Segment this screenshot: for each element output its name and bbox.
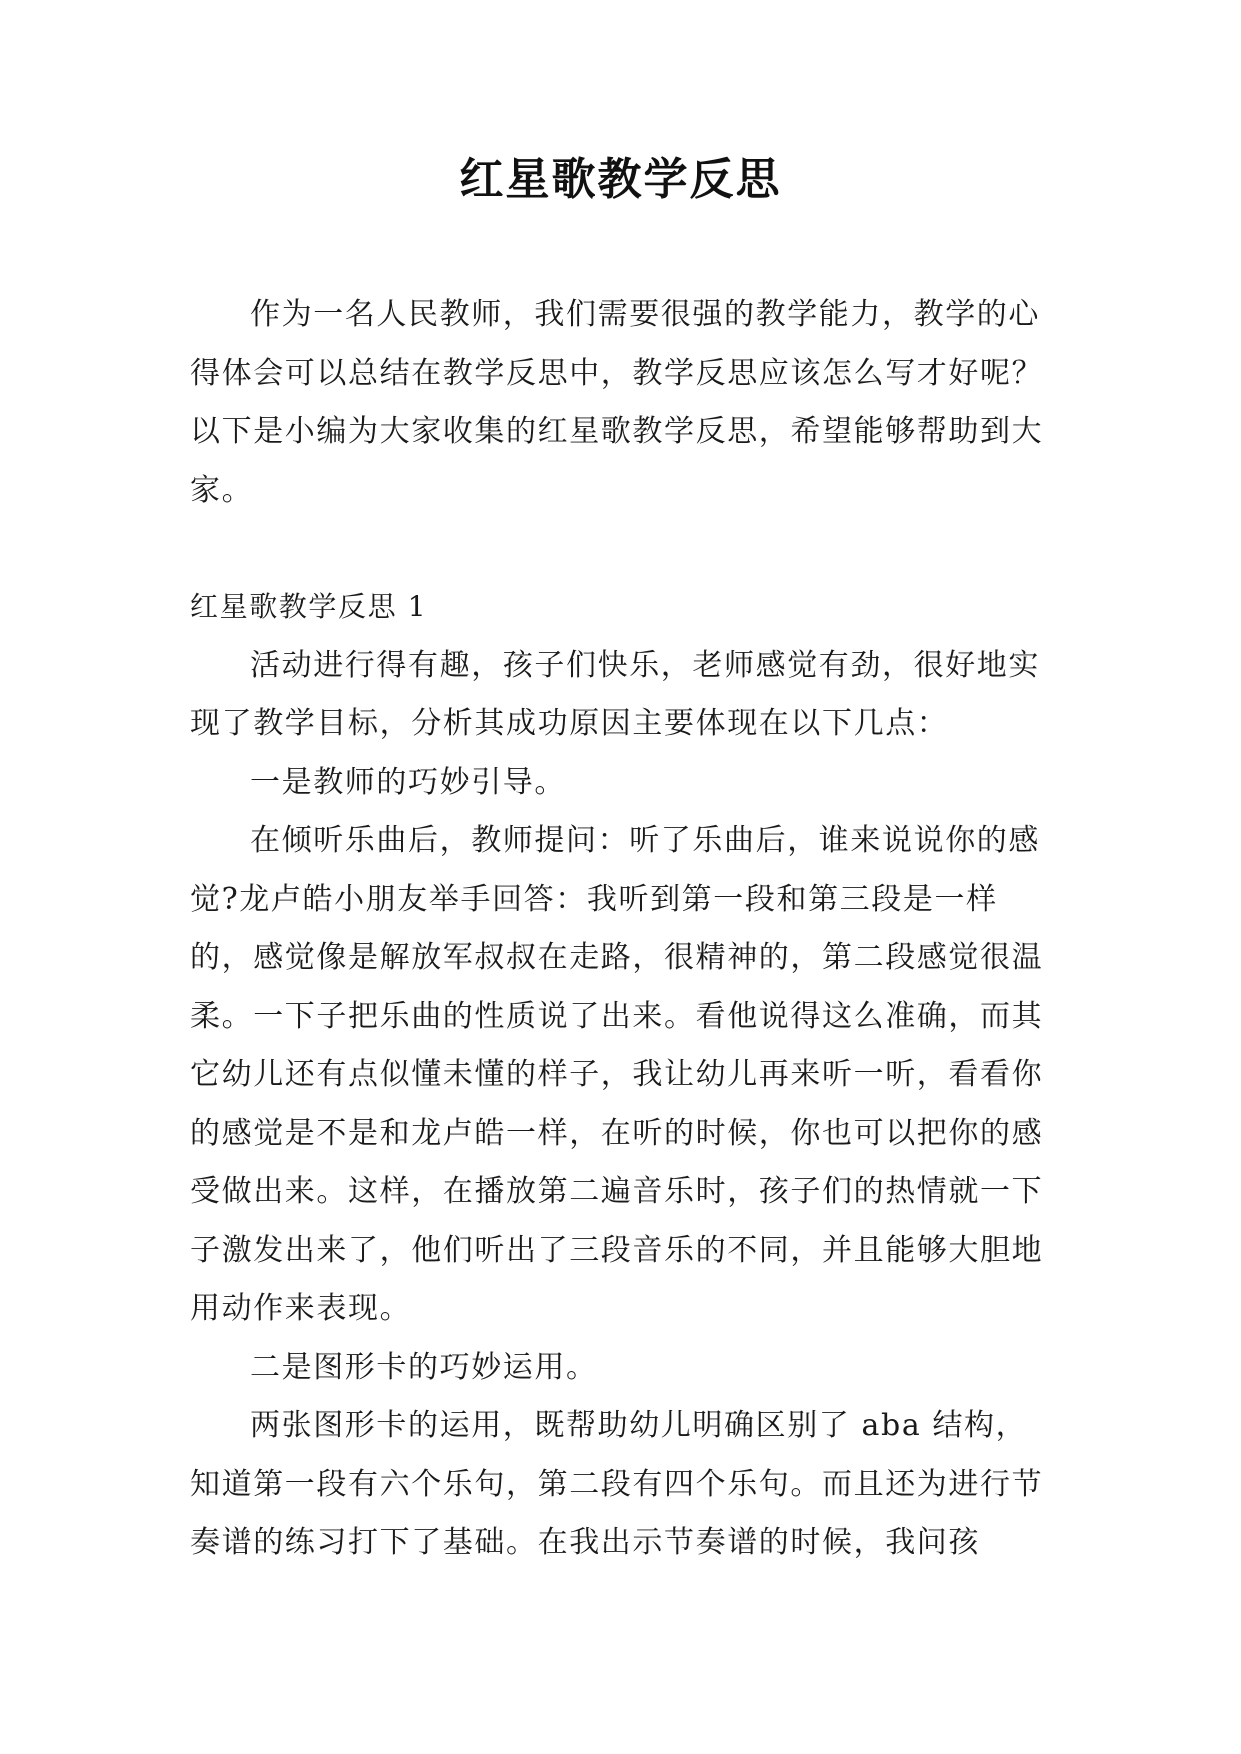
document-body — [190, 286, 1052, 1573]
body-paragraph: 活动进行得有趣，孩子们快乐，老师感觉有劲，很好地实现了教学目标，分析其成功原因主要体现在以下几点： — [190, 647, 1040, 741]
intro-paragraph: 作为一名人民教师，我们需要很强的教学能力，教学的心得体会可以总结在教学反思中，教学反思应该怎么写才好呢？以下是小编为大家收集的红星歌教学反思，希望能够帮助到大家。 — [190, 297, 1044, 508]
document-title: 红星歌教学反思 — [459, 154, 782, 205]
body-paragraph: 两张图形卡的运用，既帮助幼儿明确区别了 aba 结构，知道第一段有六个乐句，第二段有四个乐句。而且还为进行节奏谱的练习打下了基础。在我出示节奏谱的时候，我问孩 — [190, 1408, 1044, 1560]
point-heading: 一是教师的巧妙引导。 — [250, 764, 566, 800]
body-paragraph: 在倾听乐曲后，教师提问：听了乐曲后，谁来说说你的感觉?龙卢皓小朋友举手回答：我听到第一段和第三段是一样的，感觉像是解放军叔叔在走路，很精神的，第二段感觉很温柔。一下子把乐曲的性质说了出来。看他说得这么准确，而其它幼儿还有点似懂未懂的样子，我让幼儿再来听一听，看看你的感觉是不是和龙卢皓一样，在听的时候，你也可以把你的感受做出来。这样，在播放第二遍音乐时，孩子们的热情就一下子激发出来了，他们听出了三段音乐的不同，并且能够大胆地用动作来表现。 — [190, 823, 1044, 1326]
section-heading: 红星歌教学反思 1 — [190, 590, 428, 623]
point-heading: 二是图形卡的巧妙运用。 — [250, 1349, 598, 1385]
